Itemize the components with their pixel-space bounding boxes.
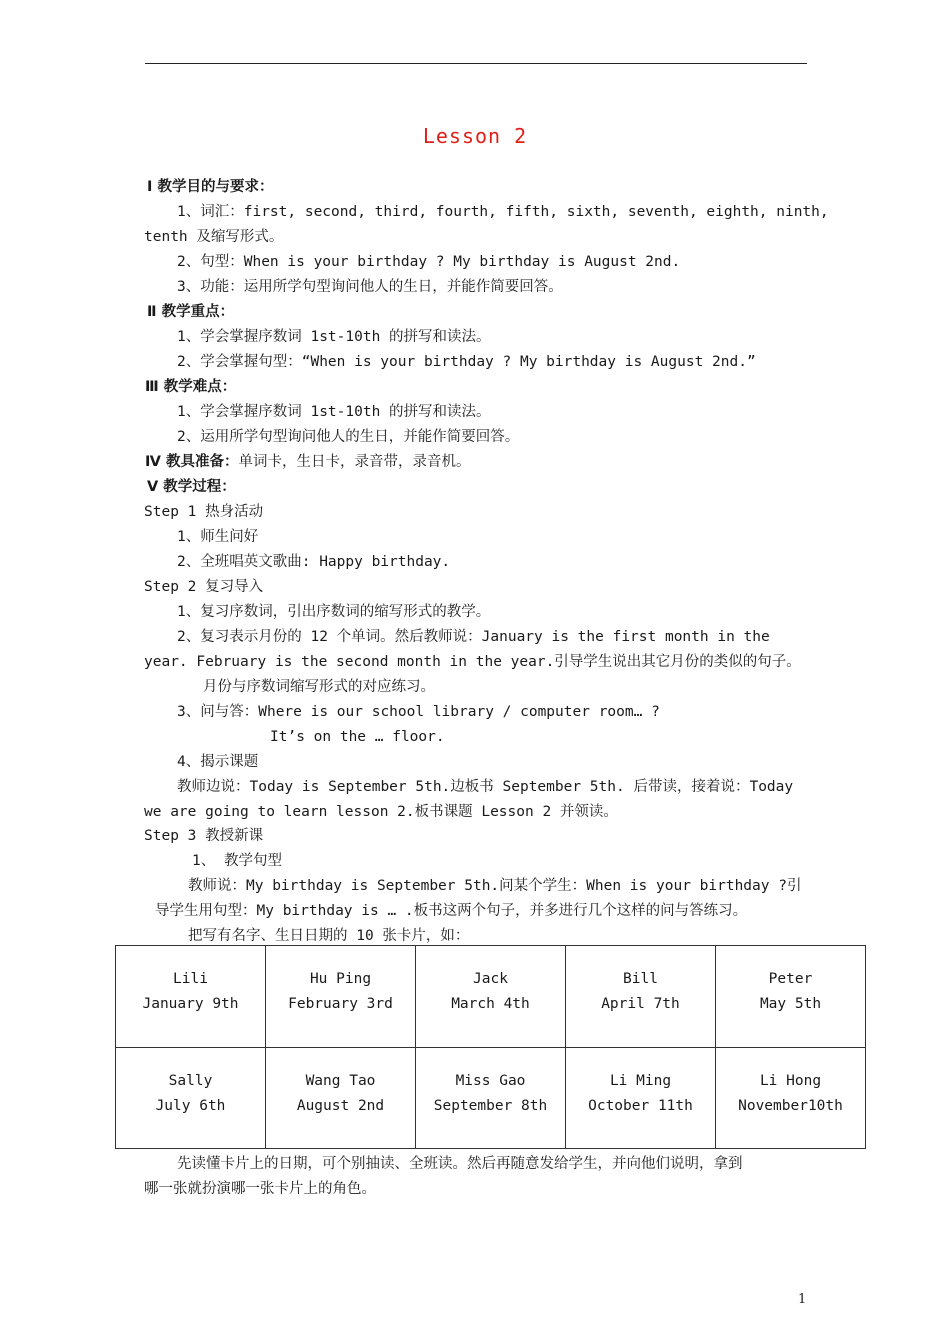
card-cell <box>416 946 566 1048</box>
card-date: April 7th <box>601 996 680 1012</box>
text-line: 1、师生问好 <box>177 529 259 545</box>
text-line: we are going to learn lesson 2.板书课题 Lesson 2 并领读。 <box>144 804 618 820</box>
text-line: 2、学会掌握句型：“When is your birthday ? My birthday is August 2nd.” <box>177 354 756 370</box>
page-number: 1 <box>798 1292 807 1307</box>
birthday-cards-table <box>115 945 866 1149</box>
text-line: 2、运用所学句型询问他人的生日，并能作简要回答。 <box>177 429 520 445</box>
text-line: tenth 及缩写形式。 <box>144 229 284 245</box>
card-date: January 9th <box>142 996 239 1012</box>
text-line: 2、复习表示月份的 12 个单词。然后教师说：January is the first month in the <box>177 629 770 645</box>
table-row <box>116 1047 866 1149</box>
card-cell <box>566 1047 716 1149</box>
text-line: 教师说：My birthday is September 5th.问某个学生：When is your birthday ?引 <box>188 878 802 894</box>
card-date: March 4th <box>451 996 530 1012</box>
card-date: November10th <box>738 1097 843 1114</box>
heading-label: Ⅳ 教具准备： <box>145 454 239 470</box>
card-cell <box>116 946 266 1048</box>
card-name: Jack <box>473 971 508 987</box>
text-line: 导学生用句型：My birthday is … .板书这两个句子，并多进行几个这样的问与答练习。 <box>155 903 748 919</box>
card-name: Miss Gao <box>455 1072 526 1089</box>
card-name: Bill <box>623 971 658 987</box>
card-cell <box>266 946 416 1048</box>
text-line: 1、学会掌握序数词 1st-10th 的拼写和读法。 <box>177 329 491 345</box>
step-heading: Step 1 热身活动 <box>144 504 264 520</box>
card-date: August 2nd <box>296 1097 385 1114</box>
card-date: February 3rd <box>288 996 393 1012</box>
card-name: Wang Tao <box>305 1072 376 1089</box>
card-name: Li Hong <box>759 1072 822 1089</box>
text-line: 教师边说：Today is September 5th.边板书 September 5th. 后带读，接着说：Today <box>177 779 794 795</box>
text-line: 1、 教学句型 <box>192 853 282 869</box>
header-rule <box>145 63 807 64</box>
section-heading-2: Ⅱ 教学重点： <box>147 304 235 320</box>
text-line: 3、功能：运用所学句型询问他人的生日，并能作简要回答。 <box>177 279 563 295</box>
section-heading-4 <box>145 452 470 472</box>
lesson-title: Lesson 2 <box>422 124 528 148</box>
card-name: Lili <box>173 971 208 987</box>
section-heading-5: Ⅴ 教学过程： <box>147 479 236 495</box>
step-heading: Step 3 教授新课 <box>144 828 264 844</box>
card-name: Peter <box>768 971 813 987</box>
text-line: 月份与序数词缩写形式的对应练习。 <box>203 679 435 695</box>
card-cell <box>416 1047 566 1149</box>
text-line: year. February is the second month in the year.引导学生说出其它月份的类似的句子。 <box>144 654 801 670</box>
text-line: 3、问与答：Where is our school library / computer room… ? <box>177 704 660 720</box>
text-line: It’s on the … floor. <box>270 729 445 745</box>
text-line: 1、学会掌握序数词 1st-10th 的拼写和读法。 <box>177 404 491 420</box>
text-line: 2、全班唱英文歌曲: Happy birthday. <box>177 554 451 570</box>
text-line: 先读懂卡片上的日期，可个别抽读、全班读。然后再随意发给学生，并向他们说明，拿到 <box>177 1156 743 1172</box>
section-heading-1: Ⅰ 教学目的与要求： <box>147 179 274 195</box>
card-name: Sally <box>168 1072 213 1089</box>
card-date: July 6th <box>155 1097 226 1114</box>
card-name: Li Ming <box>609 1072 672 1089</box>
text-line: 2、句型：When is your birthday ? My birthday is August 2nd. <box>177 254 681 270</box>
text-line: 1、词汇：first, second, third, fourth, fifth, sixth, seventh, eighth, ninth, <box>177 204 829 220</box>
section-heading-3: Ⅲ 教学难点： <box>145 379 237 395</box>
card-cell <box>116 1047 266 1149</box>
card-name: Hu Ping <box>309 971 372 987</box>
card-cell <box>716 1047 866 1149</box>
card-cell <box>266 1047 416 1149</box>
card-cell <box>716 946 866 1048</box>
text-line: 哪一张就扮演哪一张卡片上的角色。 <box>144 1181 376 1197</box>
card-date: October 11th <box>588 1097 693 1114</box>
card-date: May 5th <box>759 996 822 1012</box>
card-cell <box>566 946 716 1048</box>
heading-text: 单词卡，生日卡，录音带，录音机。 <box>238 454 471 470</box>
card-date: September 8th <box>433 1097 548 1114</box>
table-row <box>116 946 866 1048</box>
text-line: 1、复习序数词，引出序数词的缩写形式的教学。 <box>177 604 491 620</box>
text-line: 4、揭示课题 <box>177 754 259 770</box>
text-line: 把写有名字、生日日期的 10 张卡片，如： <box>188 928 470 944</box>
step-heading: Step 2 复习导入 <box>144 579 264 595</box>
